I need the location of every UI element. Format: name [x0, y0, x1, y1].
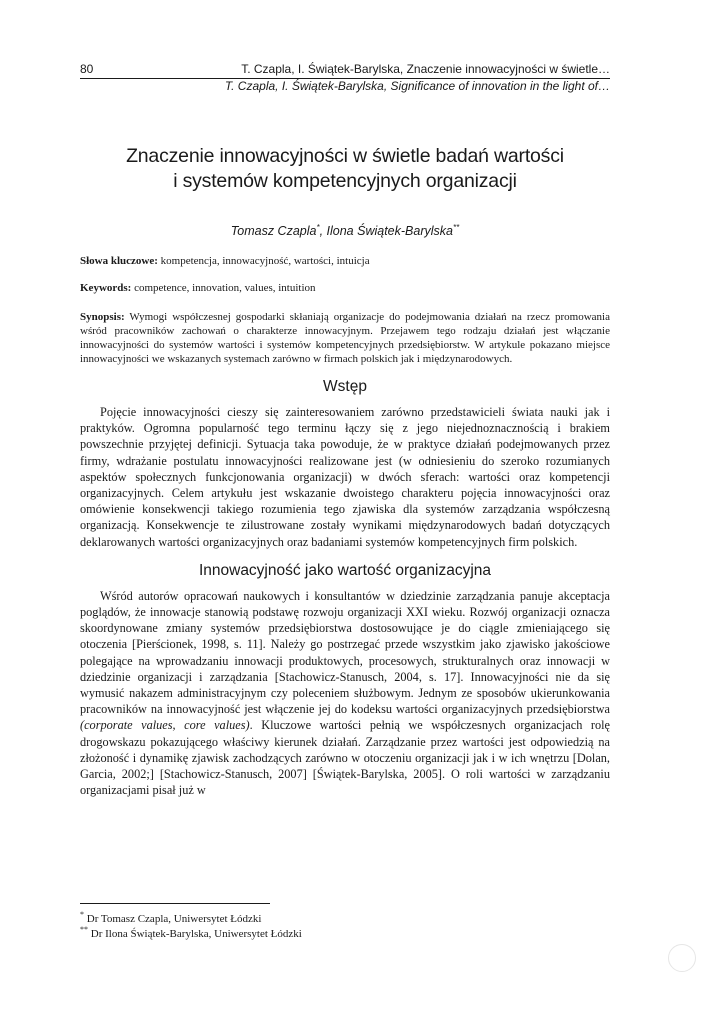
footnote-1-text: Dr Tomasz Czapla, Uniwersytet Łódzki	[84, 913, 262, 925]
keywords-pl-label: Słowa kluczowe:	[80, 255, 158, 267]
article-title	[80, 144, 610, 194]
author-2: Ilona Świątek-Barylska	[326, 224, 453, 238]
value-text-italic: (corporate values, core values)	[80, 718, 250, 733]
page-body	[80, 62, 610, 798]
footnote-2-text: Dr Ilona Świątek-Barylska, Uniwersytet Łódzki	[88, 928, 302, 940]
footnotes	[80, 903, 610, 942]
title-line-2: i systemów kompetencyjnych organizacji	[173, 170, 517, 192]
synopsis-text: Wymogi współczesnej gospodarki skłaniają organizacje do podejmowania działań na rzecz promowania wśród pracowników zachowań o charakterze innowacyjnym. Przejawem tego rodzaju działań jest włączanie innowacyjności do systemów wartości i systemów kompetencyjnych przedsiębiorstw. W artykule pokazano miejsce innowacyjności we wskazanych systemach zarówno w firmach polskich jak i międzynarodowych.	[80, 311, 610, 365]
running-head	[80, 62, 610, 96]
footnote-2	[80, 927, 610, 942]
author-1: Tomasz Czapla	[230, 224, 317, 238]
running-head-en: T. Czapla, I. Świątek-Barylska, Significance of innovation in the light of…	[224, 79, 610, 93]
author-separator: ,	[319, 224, 327, 238]
footnote-1	[80, 912, 610, 927]
synopsis-label: Synopsis:	[80, 311, 125, 323]
section-heading-intro: Wstęp	[323, 378, 367, 395]
footnote-1-mark: *	[80, 910, 84, 919]
author-2-mark: **	[452, 223, 460, 232]
keywords-en-text: competence, innovation, values, intuition	[131, 282, 316, 294]
value-text-part-1: Wśród autorów opracowań naukowych i konsultantów w dziedzinie zarządzania panuje akceptacja poglądów, że innowacje stanowią podstawę rozwoju organizacji XXI wieku. Rozwój organizacji oznacza skoordynowane zmiany systemów przedsiębiorstwa dostosowujące je do ciągle zmieniającego się otoczenia [Pierścionek, 1998, s. 11]. Należy go postrzegać przede wszystkim jako zjawisko jakościowe polegające na wprowadzaniu innowacji produktowych, procesowych, strukturalnych oraz innowacji w dziedzinie organizacji i zarządzania [Stachowicz-Stanusch, 2004, s. 17]. Innowacyjności nie da się wymusić nakazem administracyjnym czy poleceniem służbowym. Jednym ze sposobów ukierunkowania pracowników na innowacyjność jest włączenie jej do kodeksu wartości organizacyjnych przedsiębiorstwa	[80, 588, 610, 717]
faint-stamp-icon	[668, 944, 696, 972]
value-paragraph	[80, 588, 610, 799]
section-heading-value: Innowacyjność jako wartość organizacyjna	[198, 561, 492, 579]
keywords-en	[80, 281, 610, 295]
keywords-pl-text: kompetencja, innowacyjność, wartości, intuicja	[157, 255, 370, 267]
footnote-2-mark: **	[80, 925, 88, 934]
value-text-part-2: . Kluczowe wartości pełnią we współczesnych organizacjach rolę drogowskazu pokazującego właściwy kierunek działań. Zarządzanie przez wartości jest odpowiedzią na złożoność i dynamikę zjawisk zachodzących zarówno w otoczeniu organizacji jak i w ich wnętrzu [Dolan, Garcia, 2002;] [Stachowicz-Stanusch, 2007] [Świątek-Barylska, 2005]. O roli wartości w zarządzaniu organizacjami pisał już w	[80, 718, 610, 798]
running-head-pl: T. Czapla, I. Świątek-Barylska, Znaczenie innowacyjności w świetle…	[241, 62, 610, 76]
footnote-rule	[80, 903, 270, 904]
keywords-en-label: Keywords:	[80, 282, 132, 294]
authors	[80, 224, 610, 238]
author-1-mark: *	[316, 223, 320, 232]
title-line-1: Znaczenie innowacyjności w świetle badań wartości	[126, 145, 564, 167]
synopsis	[80, 310, 610, 366]
intro-paragraph: Pojęcie innowacyjności cieszy się zainteresowaniem zarówno przedstawicieli świata nauki jak i praktyków. Ogromna popularność tego terminu łączy się z jego niejednoznacznością i brakiem powszechnie przyjętej definicji. Sytuacja taka powoduje, że w praktyce działań podejmowanych przez firmy, wdrażanie postulatu innowacyjności realizowane jest (w odniesieniu do szeroko rozumianych aspektów społecznych funkcjonowania organizacji) w dwóch sferach: wartości oraz kompetencji organizacyjnych. Celem artykułu jest wskazanie dwoistego charakteru pojęcia innowacyjności oraz omówienie konsekwencji takiego rozumienia tego zjawiska dla systemów zarządzania współczesną organizacją. Konsekwencje te zilustrowane zostały wynikami międzynarodowych badań dotyczących deklarowanych wartości organizacyjnych oraz badaniami systemów kompetencyjnych firm polskich.	[80, 405, 610, 549]
keywords-pl	[80, 254, 610, 268]
page-number: 80	[80, 62, 94, 76]
